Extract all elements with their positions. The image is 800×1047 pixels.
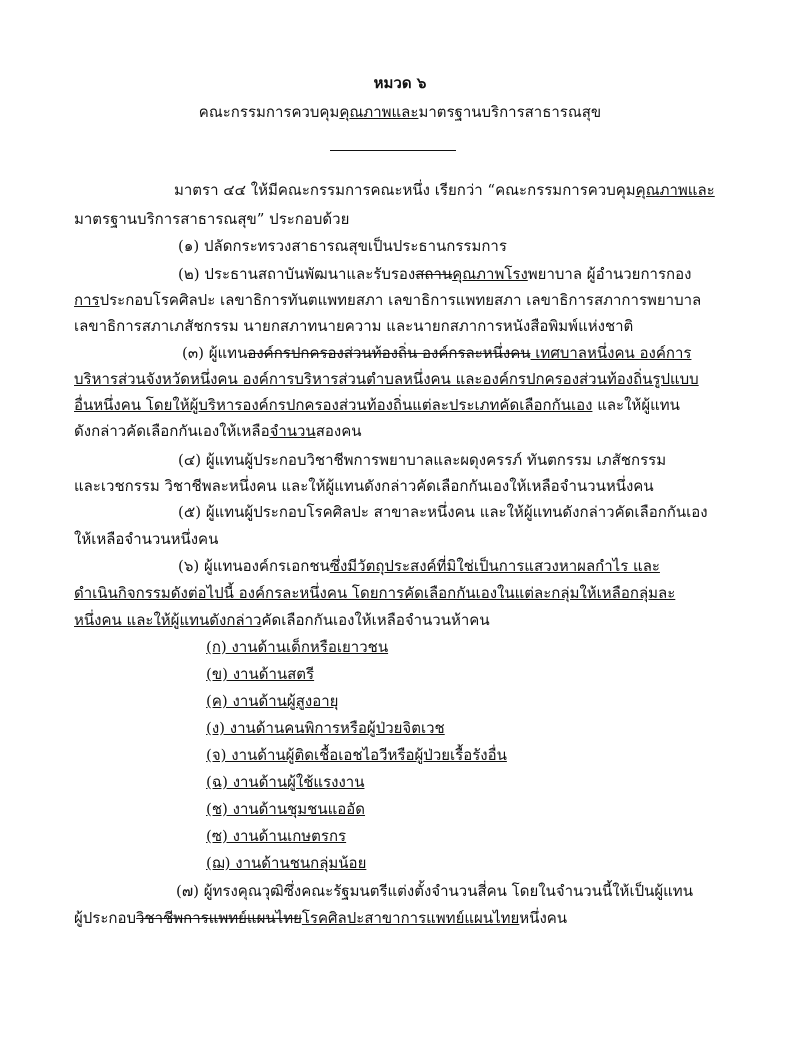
sub-item-cho-choe: (ฌ) งานด้านชนกลุ่มน้อย	[206, 854, 367, 872]
section-line-1: มาตรา ๔๔ ให้มีคณะกรรมการคณะหนึ่ง เรียกว่า “คณะกรรมการควบคุมคุณภาพและ	[174, 181, 715, 199]
sub-item-kho: (ข) งานด้านสตรี	[206, 665, 315, 683]
item-7-line-1: (๗) ผู้ทรงคุณวุฒิซึ่งคณะรัฐมนตรีแต่งตั้งจำนวนสี่คน โดยในจำนวนนี้ให้เป็นผู้แทน	[176, 882, 693, 900]
item-3-line-4: ดังกล่าวคัดเลือกกันเองให้เหลือจำนวนสองคน	[74, 422, 362, 440]
item-2-line-3: เลขาธิการสภาเภสัชกรรม นายกสภาทนายความ และนายกสภาการหนังสือพิมพ์แห่งชาติ	[74, 317, 634, 335]
sub-item-cho: (จ) งานด้านผู้ติดเชื้อเอชไอวีหรือผู้ป่วยเรื้อรังอื่น	[206, 746, 507, 764]
item-3-line-3: อื่นหนึ่งคน โดยให้ผู้บริหารองค์กรปกครองส่วนท้องถิ่นแต่ละประเภทคัดเลือกกันเอง และให้ผู้แทน	[74, 396, 680, 414]
chapter-title: หมวด ๖	[373, 74, 427, 92]
item-2-line-1: (๒) ประธานสถาบันพัฒนาและรับรองสถานคุณภาพโรงพยาบาล ผู้อำนวยการกอง	[178, 265, 692, 283]
section-line-2: มาตรฐานบริการสาธารณสุข” ประกอบด้วย	[74, 210, 350, 228]
item-3-line-1: (๓) ผู้แทนองค์กรปกครองส่วนท้องถิ่น องค์กรละหนึ่งคน เทศบาลหนึ่งคน องค์การ	[182, 344, 692, 362]
title-divider	[330, 150, 456, 151]
item-6-line-2: ดำเนินกิจกรรมดังต่อไปนี้ องค์กรละหนึ่งคน โดยการคัดเลือกกันเองในแต่ละกลุ่มให้เหลือกลุ่มละ	[74, 584, 676, 602]
item-3-line-2: บริหารส่วนจังหวัดหนึ่งคน องค์การบริหารส่วนตำบลหนึ่งคน และองค์กรปกครองส่วนท้องถิ่นรูปแบบ	[74, 370, 699, 388]
item-1: (๑) ปลัดกระทรวงสาธารณสุขเป็นประธานกรรมการ	[178, 237, 507, 255]
item-6-line-3: หนึ่งคน และให้ผู้แทนดังกล่าวคัดเลือกกันเองให้เหลือจำนวนห้าคน	[74, 611, 490, 629]
item-5-line-1: (๕) ผู้แทนผู้ประกอบโรคศิลปะ สาขาละหนึ่งคน และให้ผู้แทนดังกล่าวคัดเลือกกันเอง	[178, 503, 708, 521]
item-4-line-1: (๔) ผู้แทนผู้ประกอบวิชาชีพการพยาบาลและผดุงครรภ์ ทันตกรรม เภสัชกรรม	[178, 451, 667, 469]
chapter-subtitle: คณะกรรมการควบคุมคุณภาพและมาตรฐานบริการสาธารณสุข	[198, 103, 602, 121]
item-7-line-2: ผู้ประกอบวิชาชีพการแพทย์แผนไทยโรคศิลปะสาขาการแพทย์แผนไทยหนึ่งคน	[74, 909, 568, 927]
sub-item-cho-chang: (ช) งานด้านชุมชนแออัด	[206, 800, 366, 818]
sub-item-kho-khwai: (ค) งานด้านผู้สูงอายุ	[206, 692, 339, 710]
sub-item-so: (ซ) งานด้านเกษตรกร	[206, 827, 347, 845]
sub-item-chor-ching: (ฉ) งานด้านผู้ใช้แรงงาน	[206, 773, 365, 791]
sub-item-ngo: (ง) งานด้านคนพิการหรือผู้ป่วยจิตเวช	[206, 719, 445, 737]
item-6-line-1: (๖) ผู้แทนองค์กรเอกชนซึ่งมีวัตถุประสงค์ที่มิใช่เป็นการแสวงหาผลกำไร และ	[178, 557, 660, 575]
item-5-line-2: ให้เหลือจำนวนหนึ่งคน	[74, 530, 219, 548]
sub-item-ko: (ก) งานด้านเด็กหรือเยาวชน	[206, 638, 389, 656]
item-2-line-2: การประกอบโรคศิลปะ เลขาธิการทันตแพทยสภา เลขาธิการแพทยสภา เลขาธิการสภาการพยาบาล	[74, 291, 702, 309]
item-4-line-2: และเวชกรรม วิชาชีพละหนึ่งคน และให้ผู้แทนดังกล่าวคัดเลือกกันเองให้เหลือจำนวนหนึ่งคน	[74, 477, 654, 495]
